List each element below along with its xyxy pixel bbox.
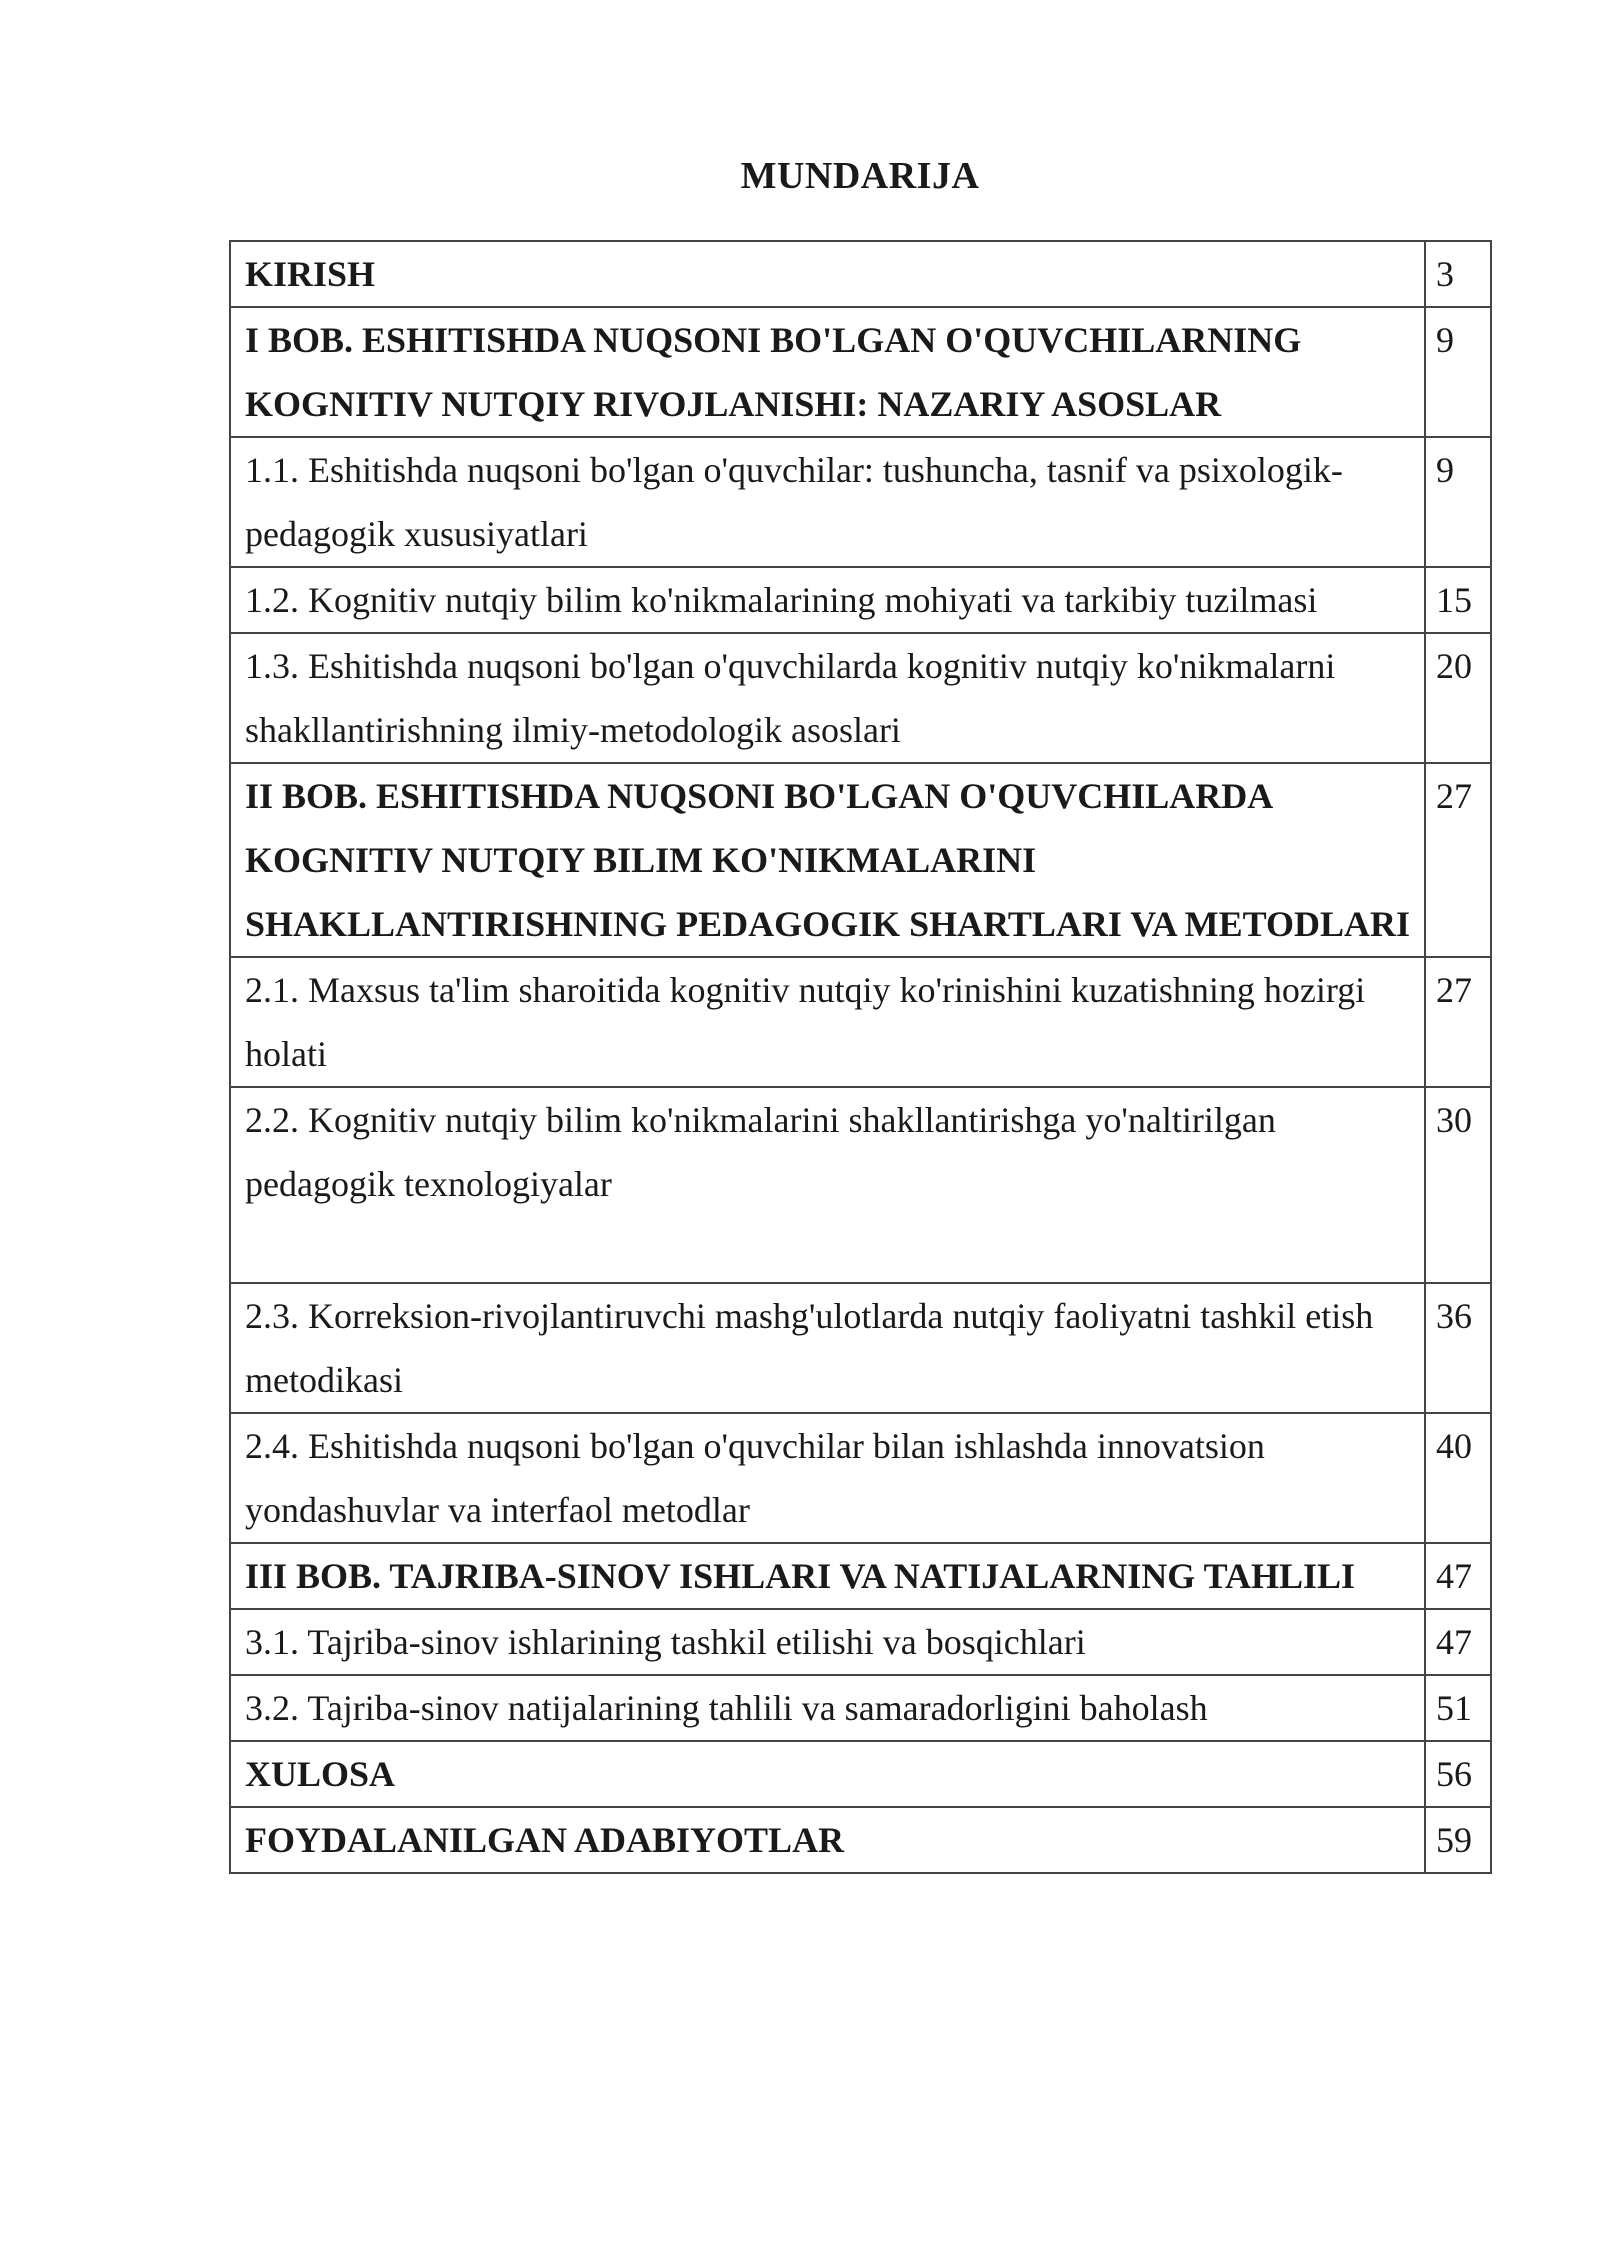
table-of-contents <box>229 240 1492 1874</box>
toc-entry-title: 1.1. Eshitishda nuqsoni bo'lgan o'quvchilar: tushuncha, tasnif va psixologik-pedagogik xususiyatlari <box>230 437 1425 567</box>
toc-entry-page: 9 <box>1425 437 1491 567</box>
toc-row-introduction <box>230 241 1491 307</box>
toc-row-section-1-3 <box>230 633 1491 763</box>
page-title: MUNDARIJA <box>740 155 980 197</box>
toc-row-section-2-4 <box>230 1413 1491 1543</box>
toc-entry-title: III BOB. TAJRIBA-SINOV ISHLARI VA NATIJALARNING TAHLILI <box>230 1543 1425 1609</box>
toc-entry-page: 9 <box>1425 307 1491 437</box>
toc-row-chapter-3 <box>230 1543 1491 1609</box>
toc-row-section-1-2 <box>230 567 1491 633</box>
toc-entry-page: 40 <box>1425 1413 1491 1543</box>
toc-row-section-2-2 <box>230 1087 1491 1283</box>
toc-entry-page: 56 <box>1425 1741 1491 1807</box>
toc-entry-title: 2.2. Kognitiv nutqiy bilim ko'nikmalarini shakllantirishga yo'naltirilgan pedagogik texnologiyalar <box>230 1087 1425 1283</box>
toc-entry-page: 47 <box>1425 1609 1491 1675</box>
toc-entry-page: 59 <box>1425 1807 1491 1873</box>
toc-row-section-1-1 <box>230 437 1491 567</box>
toc-entry-title: 2.1. Maxsus ta'lim sharoitida kognitiv nutqiy ko'rinishini kuzatishning hozirgi holati <box>230 957 1425 1087</box>
toc-entry-page: 15 <box>1425 567 1491 633</box>
toc-entry-page: 51 <box>1425 1675 1491 1741</box>
toc-row-section-3-1 <box>230 1609 1491 1675</box>
toc-entry-title: II BOB. ESHITISHDA NUQSONI BO'LGAN O'QUVCHILARDA KOGNITIV NUTQIY BILIM KO'NIKMALARINI SHAKLLANTIRISHNING PEDAGOGIK SHARTLARI VA METODLARI <box>230 763 1425 957</box>
toc-entry-page: 27 <box>1425 763 1491 957</box>
toc-entry-title: 1.3. Eshitishda nuqsoni bo'lgan o'quvchilarda kognitiv nutqiy ko'nikmalarni shakllantirishning ilmiy-metodologik asoslari <box>230 633 1425 763</box>
toc-entry-title: 3.2. Tajriba-sinov natijalarining tahlili va samaradorligini baholash <box>230 1675 1425 1741</box>
toc-entry-title: XULOSA <box>230 1741 1425 1807</box>
toc-entry-title: 3.1. Tajriba-sinov ishlarining tashkil etilishi va bosqichlari <box>230 1609 1425 1675</box>
toc-entry-page: 47 <box>1425 1543 1491 1609</box>
toc-entry-title: FOYDALANILGAN ADABIYOTLAR <box>230 1807 1425 1873</box>
toc-entry-page: 3 <box>1425 241 1491 307</box>
toc-entry-title: I BOB. ESHITISHDA NUQSONI BO'LGAN O'QUVCHILARNING KOGNITIV NUTQIY RIVOJLANISHI: NAZARIY ASOSLAR <box>230 307 1425 437</box>
toc-row-section-2-3 <box>230 1283 1491 1413</box>
toc-row-section-3-2 <box>230 1675 1491 1741</box>
toc-entry-page: 27 <box>1425 957 1491 1087</box>
toc-row-conclusion <box>230 1741 1491 1807</box>
toc-entry-title: 1.2. Kognitiv nutqiy bilim ko'nikmalarining mohiyati va tarkibiy tuzilmasi <box>230 567 1425 633</box>
toc-row-chapter-2 <box>230 763 1491 957</box>
toc-entry-title: 2.4. Eshitishda nuqsoni bo'lgan o'quvchilar bilan ishlashda innovatsion yondashuvlar va interfaol metodlar <box>230 1413 1425 1543</box>
toc-row-chapter-1 <box>230 307 1491 437</box>
toc-row-references <box>230 1807 1491 1873</box>
toc-entry-page: 30 <box>1425 1087 1491 1283</box>
toc-row-section-2-1 <box>230 957 1491 1087</box>
toc-entry-page: 36 <box>1425 1283 1491 1413</box>
toc-entry-title: 2.3. Korreksion-rivojlantiruvchi mashg'ulotlarda nutqiy faoliyatni tashkil etish metodikasi <box>230 1283 1425 1413</box>
toc-entry-page: 20 <box>1425 633 1491 763</box>
toc-entry-title: KIRISH <box>230 241 1425 307</box>
